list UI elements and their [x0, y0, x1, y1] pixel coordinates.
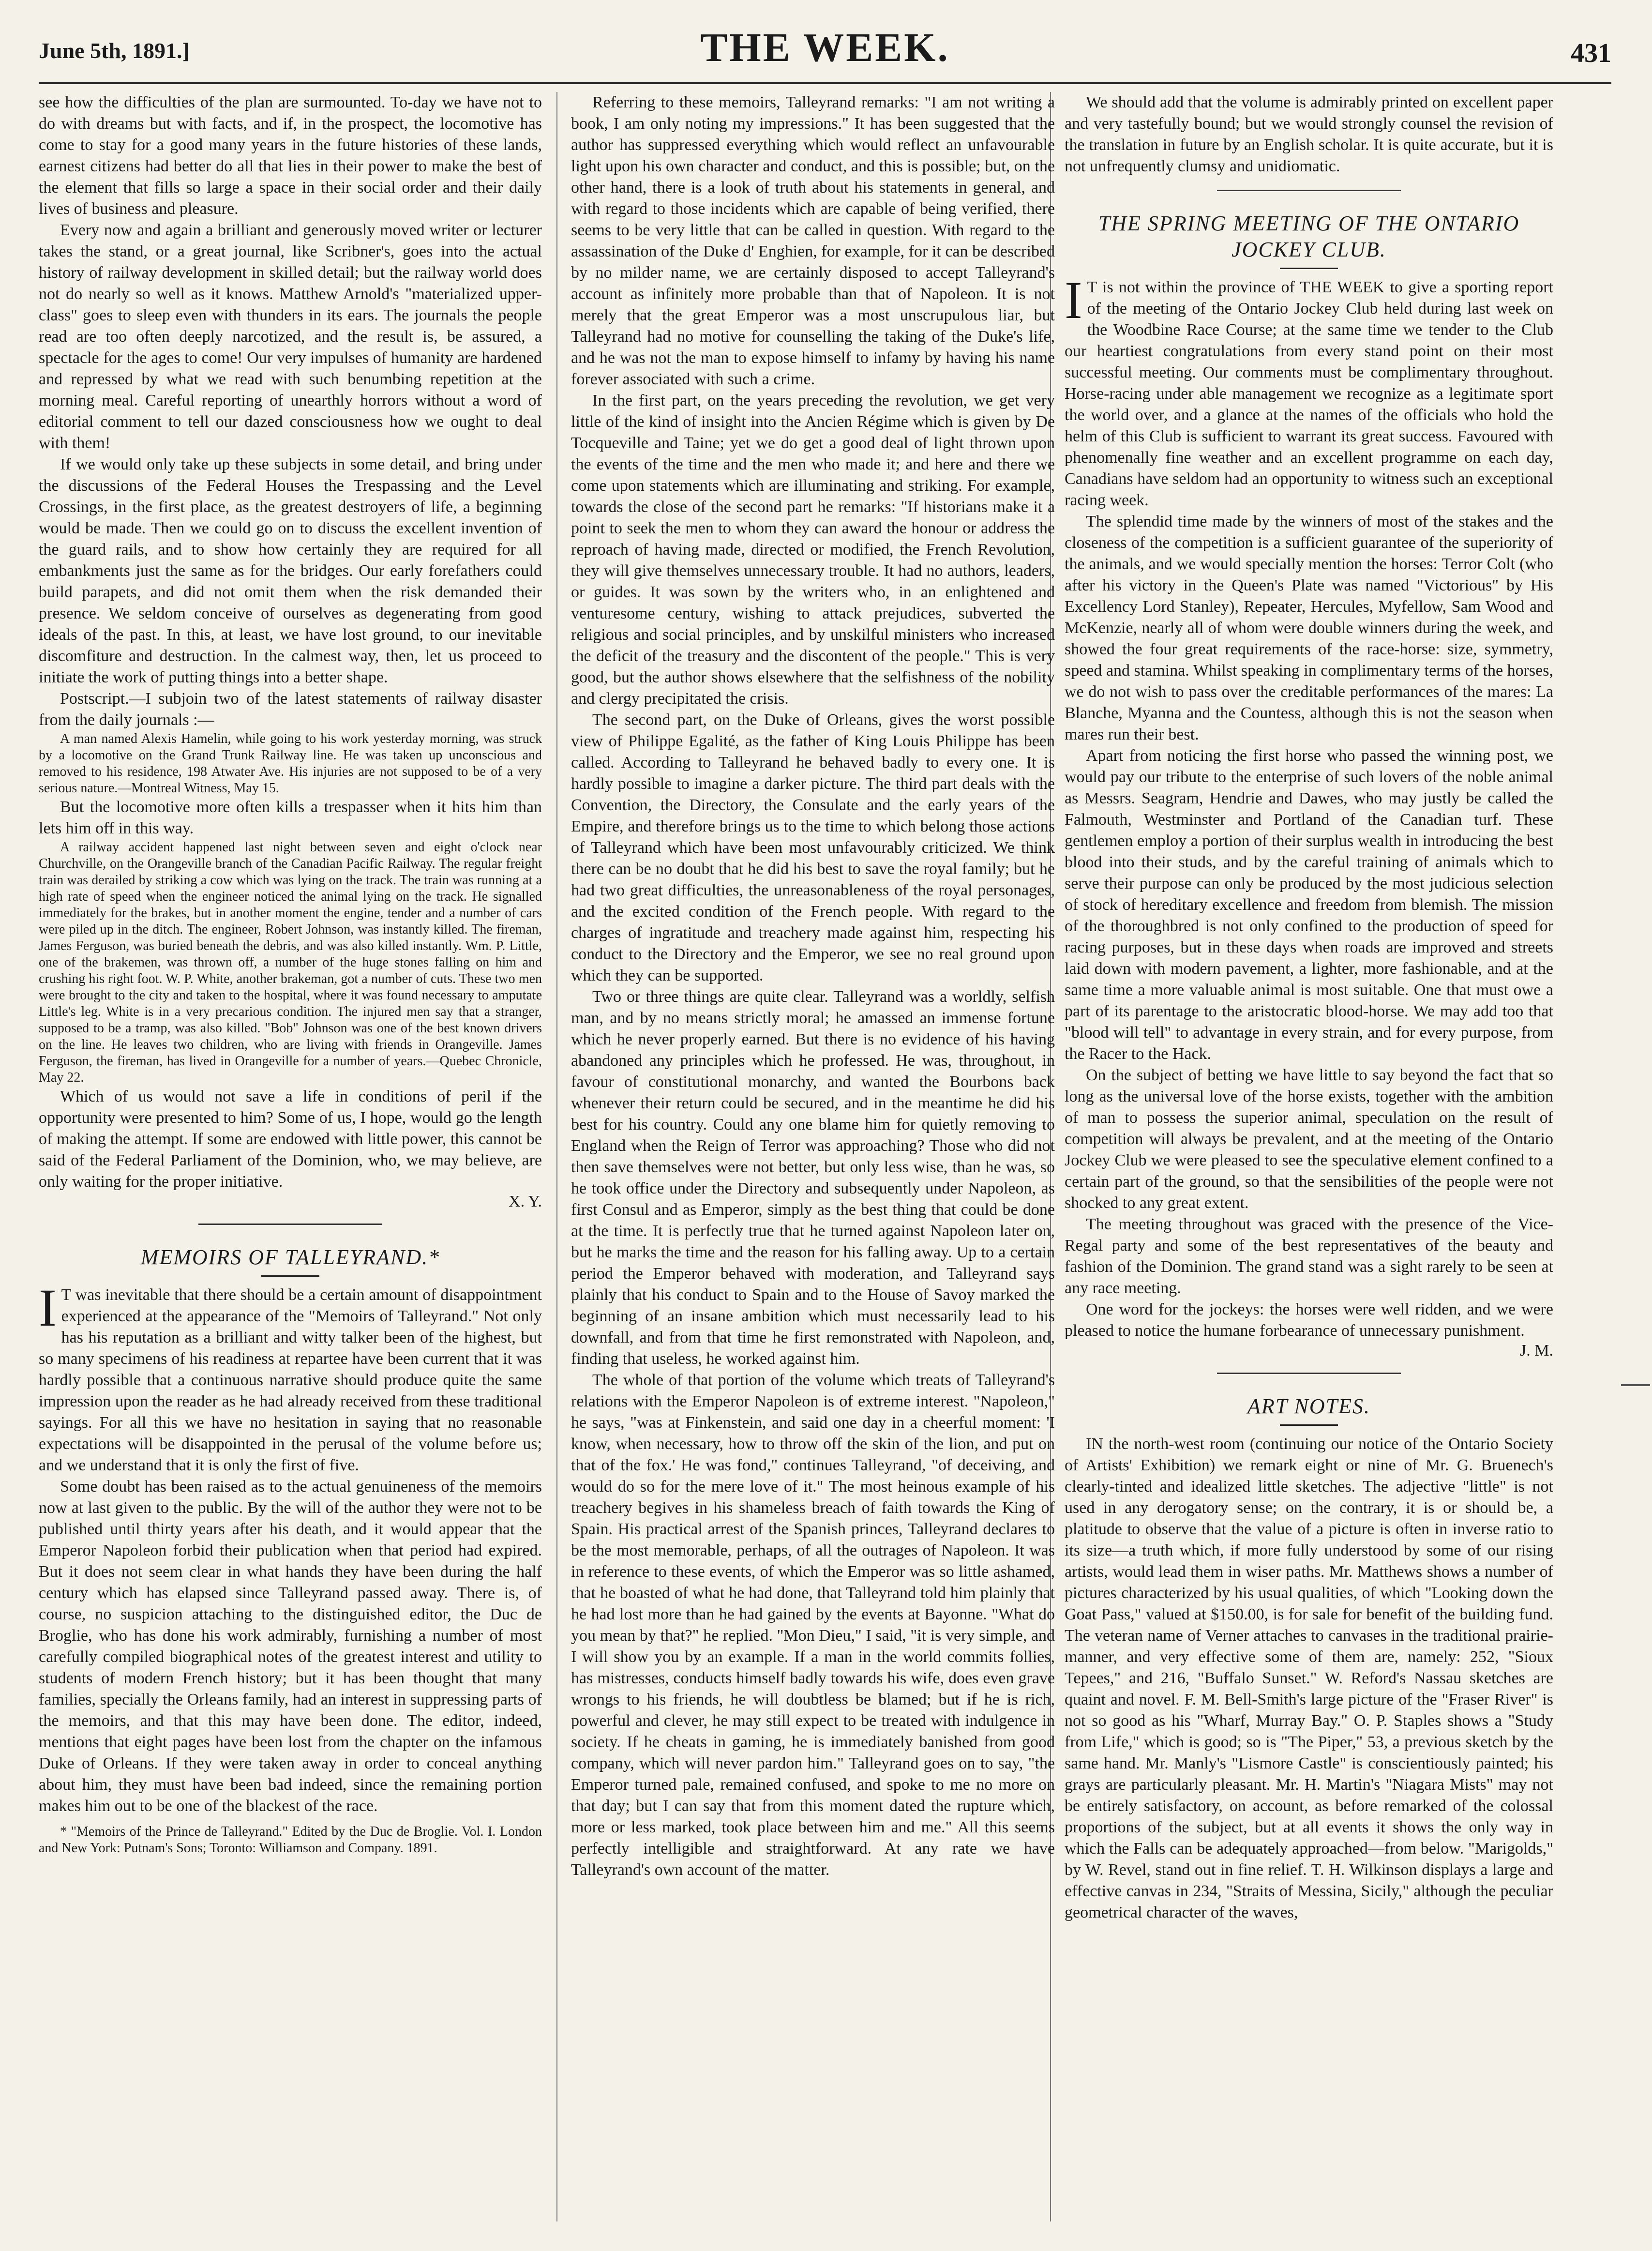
column-rule	[556, 92, 557, 2221]
paragraph: Apart from noticing the first horse who passed the winning post, we would pay our tribute to the enterprise of such lovers of the noble animal as Messrs. Seagram, Hendrie and Dawes, who may justly be called the Falmouth, Westminster and Portland of the Canadian turf. These gentlemen employ a portion of their surplus wealth in introducing the best blood into their studs, and by the careful training of animals which to serve their purpose can only be produced by the most judicious selection of stock of hereditary excellence and freedom from blemish. The mission of the thoroughbred is not only confined to the production of speed for racing purposes, but in these days when roads are improved and streets laid down with modern pavement, a lighter, more fashionable, and at the same time a more valuable animal is most suitable. One that must owe a part of its parentage to the aristocratic blood-horse. We may add too that "blood will tell" to advantage in every strain, and for every purpose, from the Racer to the Hack.	[1065, 747, 1553, 1063]
paragraph: The whole of that portion of the volume which treats of Talleyrand's relations with the Emperor Napoleon is of extreme interest. "Napoleon," he says, "was at Finkenstein, and said one day in a cheerful moment: 'I know, when necessary, how to throw off the skin of the lion, and put on that of the fox.' He was fond," continues Talleyrand, "of deceiving, and would do so for the mere love of it." The most heinous example of his treachery begives in his shameless breach of faith towards the King of Spain. His practical arrest of the Spanish princes, Talleyrand declares to be the most memorable, perhaps, of all the outrages of Napoleon. It was in reference to these events, of which the Emperor was so little ashamed, that he boasted of what he had done, that Talleyrand told him plainly that he had lost more than he had gained by the events at Bayonne. "What do you mean by that?" he replied. "Mon Dieu," I said, "it is very simple, and I will show you by an example. If a man in the world commits follies, has mistresses, conducts himself badly towards his wife, does even grave wrongs to his friends, he will doubtless be blamed; but if he is rich, powerful and clever, he may still expect to be treated with indulgence in society. If he cheats in gaming, he is immediately banished from good company, which will never pardon him." Talleyrand goes on to say, "the Emperor turned pale, remained confused, and spoke to me no more on that day; but I can say that from this moment dated the rupture which, more or less marked, took place between him and me." All this seems perfectly intelligible and straightforward. At any rate we have Talleyrand's own account of the matter.	[571, 1371, 1055, 1879]
heading-rule	[1280, 1424, 1338, 1426]
paragraph: One word for the jockeys: the horses were well ridden, and we were pleased to notice the humane forbearance of unnecessary punishment.	[1065, 1300, 1553, 1340]
publication-title: THE WEEK.	[700, 25, 950, 70]
masthead	[39, 24, 1611, 82]
paragraph: In the first part, on the years preceding the revolution, we get very little of the kind of insight into the Ancien Régime which is given by De Tocqueville and Taine; yet we do get a good deal of light thrown upon the events of the time and the men who made it; and here and there we come upon statements which are illuminating and striking. For example, towards the close of the second part he remarks: "If historians make it a point to seek the men to whom they can award the honour or address the reproach of having made, directed or modified, the French Revolution, they will give themselves unnecessary trouble. It had no authors, leaders, or guides. It was sown by the writers who, in an enlightened and venturesome century, wishing to attack prejudices, subverted the religious and social principles, and by unskilful ministers who increased the deficit of the treasury and the discontent of the people." This is very good, but the author shows elsewhere that the selfishness of the nobility and clergy precipitated the crisis.	[571, 392, 1055, 708]
heading-rule	[1280, 268, 1338, 269]
quoted-report: A man named Alexis Hamelin, while going to his work yesterday morning, was struck by a locomotive on the Grand Trunk Railway line. He was taken up unconscious and removed to his residence, 198 Atwater Ave. His injuries are not supposed to be of a very serious nature.—Montreal Witness, May 15.	[39, 731, 542, 796]
paragraph: If we would only take up these subjects in some detail, and bring under the discussions of the Federal Houses the Trespassing and the Level Crossings, in the first place, as the greatest destroyers of life, a beginning would be made. Then we could go on to discuss the excellent invention of the guard rails, and to show how certainly they are required for all embankments just the same as for the bridges. Our early forefathers could build parapets, and did not omit them when the risk demanded their presence. We seldom conceive of ourselves as degenerating from good ideals of the past. In this, at least, we have lost ground, to our inevitable discomfiture and destruction. In the calmest way, then, let us proceed to initiate the work of putting things into a better shape.	[39, 455, 542, 686]
paragraph: see how the difficulties of the plan are surmounted. To-day we have not to do with dreams but with facts, and if, in the prospect, the locomotive has come to stay for a good many years in the future histories of these lands, earnest citizens had better do all that lies in their power to make the best of the element that fills so large a space in their social order and their daily lives of business and pleasure.	[39, 93, 542, 218]
quoted-report: A railway accident happened last night between seven and eight o'clock near Churchville, on the Orangeville branch of the Canadian Pacific Railway. The regular freight train was derailed by striking a cow which was lying on the track. The train was running at a high rate of speed when the engineer noticed the animal lying on the track. He signalled immediately for the brakes, but in another moment the engine, tender and a number of cars were piled up in the ditch. The engineer, Robert Johnson, was instantly killed. The fireman, James Ferguson, was buried beneath the debris, and was also killed instantly. Wm. P. Little, one of the brakemen, was thrown off, a number of the huge stones falling on him and crushing his right foot. W. P. White, another brakeman, got a number of cuts. These two men were brought to the city and taken to the hospital, where it was found necessary to amputate Little's leg. White is in a very precarious condition. The injured men say that a stranger, supposed to be a tramp, was also killed. "Bob" Johnson was one of the best known drivers on the line. He leaves two children, who are living with friends in Orangeville. James Ferguson, the fireman, has lived in Orangeville for a number of years.—Quebec Chronicle, May 22.	[39, 840, 542, 1085]
column-2	[571, 92, 1055, 2221]
paragraph: We should add that the volume is admirably printed on excellent paper and very tastefully bound; but we would strongly counsel the revision of the translation in future by an English scholar. It is quite accurate, but it is not unfrequently clumsy and unidiomatic.	[1065, 93, 1553, 175]
paragraph: Referring to these memoirs, Talleyrand remarks: "I am not writing a book, I am only noting my impressions." It has been suggested that the author has suppressed everything which would reflect an unfavourable light upon his own character and conduct, and this is possible; but, on the other hand, there is a look of truth about his statements in general, and with regard to those incidents which are capable of being verified, there seems to be very little that can be called in question. With regard to the assassination of the Duke d' Enghien, for example, for it can be described by no milder name, we are certainly disposed to accept Talleyrand's account as infinitely more probable than that of Napoleon. It is not merely that the great Emperor was a most unscrupulous liar, but Talleyrand had no motive for counselling the taking of the Duke's life, and he was not the man to expose himself to infamy by having his name forever associated with such a crime.	[571, 93, 1055, 388]
paragraph: The meeting throughout was graced with the presence of the Vice-Regal party and some of the best representatives of the beauty and fashion of the Dominion. The grand stand was a sight rarely to be seen at any race meeting.	[1065, 1215, 1553, 1297]
author-signature: X. Y.	[509, 1193, 542, 1210]
section-divider	[1217, 1373, 1401, 1374]
paragraph: Every now and again a brilliant and generously moved writer or lecturer takes the stand, or a great journal, like Scribner's, goes into the actual history of railway development in skilled detail; but the railway world does not do nearly so well as it knows. Matthew Arnold's "materialized upper-class" goes to sleep even with thunders in its ears. The journals the people read are too often deeply narcotized, and the result is, be assured, a spectacle for the ages to come! Our very impulses of humanity are hardened and repressed by what we read with such benumbing repetition at the morning meal. Careful reporting of unearthly horrors without a word of editorial comment to tell our dazed consciousness how we ought to deal with them!	[39, 221, 542, 452]
page-number: 431	[1571, 38, 1611, 68]
section-divider	[1217, 190, 1401, 191]
drop-cap: I	[39, 1278, 57, 1337]
paragraph: I T was inevitable that there should be a certain amount of disappointment experienced at the appearance of the "Memoirs of Talleyrand." Not only has his reputation as a brilliant and witty talker been of the highest, but so many specimens of his readiness at repartee have been current that it was hardly possible that a continuous narrative should produce quite the same impression upon the reader as he had already received from these traditional sayings. For all this we have no hesitation in saying that no reasonable expectations will be disappointed in the perusal of the volume before us; and we understand that it is only the first of five.	[39, 1278, 542, 1474]
paragraph: Which of us would not save a life in conditions of peril if the opportunity were presented to him? Some of us, I hope, would go the length of making the attempt. If some are endowed with little power, this cannot be said of the Federal Parliament of the Dominion, who, we may believe, are only waiting for the proper initiative.	[39, 1088, 542, 1191]
paragraph: On the subject of betting we have little to say beyond the fact that so long as the universal love of the horse exists, together with the ambition of man to possess the superior animal, speculation on the result of competition will always be prevalent, and at the meeting of the Ontario Jockey Club we were pleased to see the speculative element confined to a certain part of the ground, so that the sensibilities of the people were not shocked to any great extent.	[1065, 1066, 1553, 1212]
issue-date: June 5th, 1891.]	[39, 38, 190, 63]
column-3	[1065, 92, 1553, 2221]
author-signature: J. M.	[1520, 1342, 1553, 1360]
paragraph: Some doubt has been raised as to the actual genuineness of the memoirs now at last given to the public. By the will of the author they were not to be published until thirty years after his death, and it would appear that the Emperor Napoleon forbid their publication when that period had expired. But it does not seem clear in what hands they have been during the half century which has elapsed since Talleyrand passed away. There is, of course, no suspicion attaching to the distinguished editor, the Duc de Broglie, who has done his work admirably, furnishing a number of most carefully compiled biographical notes of the greatest interest and utility to students of modern French history; but it has been thought that many families, specially the Orleans family, had an interest in suppressing parts of the memoirs, and that this may have been done. The editor, indeed, mentions that eight pages have been lost from the chapter on the infamous Duke of Orleans. If they were taken away in order to conceal anything about him, they must have been bad indeed, since the remaining portion makes him out to be one of the blackest of the race.	[39, 1478, 542, 1815]
paragraph: But the locomotive more often kills a trespasser when it hits him than lets him off in this way.	[39, 798, 542, 837]
header-rule	[39, 82, 1611, 84]
margin-mark	[1621, 1384, 1650, 1386]
drop-cap: I	[1065, 271, 1082, 330]
paragraph: Postscript.—I subjoin two of the latest statements of railway disaster from the daily journals :—	[39, 690, 542, 729]
section-heading: ART NOTES.	[1247, 1394, 1370, 1418]
paragraph: The splendid time made by the winners of most of the stakes and the closeness of the competition is a sufficient guarantee of the superiority of the animals, and we would specially mention the horses: Terror Colt (who after his victory in the Queen's Plate was named "Victorious" by His Excellency Lord Stanley), Repeater, Hercules, Myfellow, Sam Wood and McKenzie, nearly all of whom were double winners during the week, and showed the four great requirements of the race-horse: size, symmetry, speed and stamina. Whilst speaking in complimentary terms of the horses, we do not wish to pass over the creditable performances of the mares: La Blanche, Myanna and the Countess, although this is not the season when mares run their best.	[1065, 513, 1553, 743]
paragraph: Two or three things are quite clear. Talleyrand was a worldly, selfish man, and by no means strictly moral; he amassed an immense fortune which he never properly earned. But there is no evidence of his having abandoned any principles which he professed. He was, throughout, in favour of constitutional monarchy, and wanted the Bourbons back whenever their return could be secured, and in the meantime he did his best for his country. Could any one blame him for quietly removing to England when the Reign of Terror was approaching? Those who did not then save themselves were not better, but only less wise, than he was, so he took office under the Directory and subsequently under Napoleon, as first Consul and as Emperor, simply as the best thing that could be done at the time. It is perfectly true that he turned against Napoleon later on, but he marks the time and the reason for his falling away. Up to a certain period the Emperor behaved with moderation, and Talleyrand says plainly that his conduct to Spain and to the House of Savoy marked the beginning of an insane ambition which must necessarily lead to his downfall, and from that time he first remonstrated with Napoleon, and, finding that useless, he worked against him.	[571, 988, 1055, 1368]
heading-rule	[261, 1275, 319, 1277]
footnote: * "Memoirs of the Prince de Talleyrand." Edited by the Duc de Broglie. Vol. I. London and New York: Putnam's Sons; Toronto: Williamson and Company. 1891.	[39, 1824, 542, 1856]
paragraph: The second part, on the Duke of Orleans, gives the worst possible view of Philippe Egalité, as the father of King Louis Philippe has been called. According to Talleyrand he behaved badly to every one. It is hardly possible to imagine a darker picture. The third part deals with the Convention, the Directory, the Consulate and the early years of the Empire, and therefore brings us to the time to which belong those actions of Talleyrand which have been most unfavourably criticized. We think there can be no doubt that he did his best to save the royal family; but he had two great difficulties, the unreasonableness of the royal personages, and the excited condition of the French people. With regard to the charges of ingratitude and treachery made against him, respecting his conduct to the Directory and the Emperor, we see no real ground upon which they can be supported.	[571, 711, 1055, 984]
paragraph: IN the north-west room (continuing our notice of the Ontario Society of Artists' Exhibition) we remark eight or nine of Mr. G. Bruenech's clearly-tinted and idealized little sketches. The adjective "little" is not used in any derogatory sense; on the contrary, it is or should be, a platitude to observe that the value of a picture is often in inverse ratio to its size—a truth which, if more fully understood by some of our rising artists, would lead them in wiser paths. Mr. Matthews shows a number of pictures characterized by his usual qualities, of which "Looking down the Goat Pass," valued at $150.00, is for sale for benefit of the building fund. The veteran name of Verner attaches to canvases in the traditional prairie-manner, and very effective some of them are, namely: 252, "Sioux Tepees," and 216, "Buffalo Sunset." W. Reford's Nassau sketches are quaint and novel. F. M. Bell-Smith's large picture of the "Fraser River" is not so good as his "Wharf, Murray Bay." O. P. Staples shows a "Study from Life," which is good; so is "The Piper," 53, a previous sketch by the same hand. Mr. Manly's "Lismore Castle" is conscientiously painted; his grays are particularly pleasant. Mr. H. Martin's "Niagara Mists" may not be entirely satisfactory, on account, as before remarked of the colossal proportions of the subject, but at all events it shows the only way in which the Falls can be adequately approached—from below. "Marigolds," by W. Revel, stand out in fine relief. T. H. Wilkinson displays a large and effective canvas in 234, "Straits of Messina, Sicily," although the peculiar geometrical character of the waves,	[1065, 1435, 1553, 1921]
paragraph: I T is not within the province of THE WEEK to give a sporting report of the meeting of the Ontario Jockey Club held during last week on the Woodbine Race Course; at the same time we tender to the Club our heartiest congratulations from every stand point on their most successful meeting. Our comments must be complimentary throughout. Horse-racing under able management we recognize as a legitimate sport the world over, and a glance at the names of the officials who hold the helm of this Club is sufficient to warrant its great success. Favoured with phenomenally fine weather and an excellent programme on each day, Canadians have seldom had an opportunity to witness such an exceptional racing week.	[1065, 271, 1553, 509]
section-heading: MEMOIRS OF TALLEYRAND.*	[140, 1245, 440, 1269]
column-1	[39, 92, 542, 2221]
section-divider	[198, 1224, 382, 1225]
section-heading: THE SPRING MEETING OF THE ONTARIO JOCKEY CLUB.	[1098, 212, 1520, 261]
